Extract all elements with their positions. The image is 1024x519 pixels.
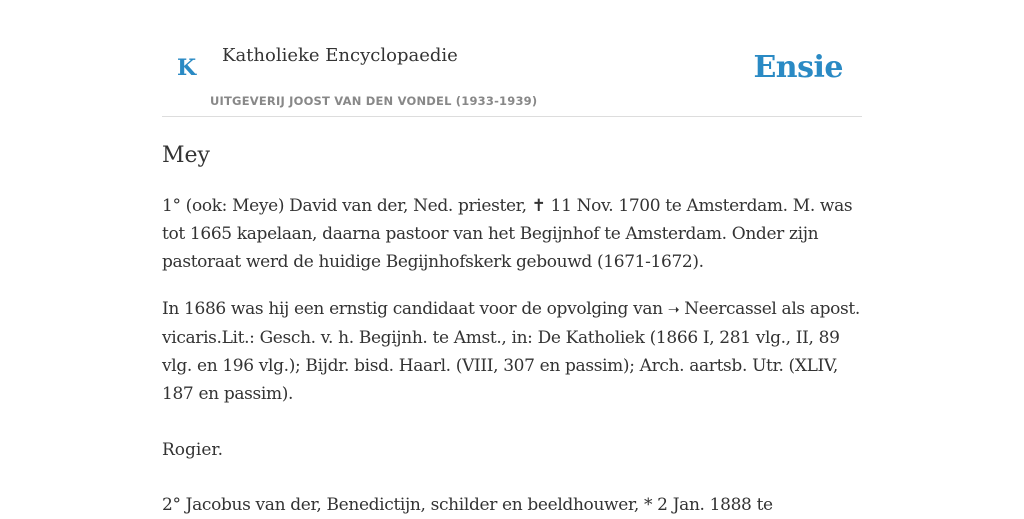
encyclopedia-logo[interactable]: K	[177, 55, 197, 81]
article-paragraph-2	[162, 295, 862, 408]
article-author: Rogier.	[162, 440, 224, 460]
arrow-right-icon: ➝	[667, 302, 680, 318]
site-title-link[interactable]: Katholieke Encyclopaedie	[222, 45, 458, 66]
paragraph-2-text-start: In 1686 was hij een ernstig candidaat voor de opvolging van	[162, 299, 668, 319]
neercassel-reference-link[interactable]	[668, 299, 777, 319]
paragraph-2-text-end: als apost. vicaris.Lit.: Gesch. v. h. Begijnh. te Amst., in: De Katholiek (1866 I, 281 vlg., II, 89 vlg. en 196 vlg.); Bijdr. bisd. Haarl. (VIII, 307 en passim); Arch. aartsb. Utr. (XLIV, 187 en passim).	[162, 299, 860, 404]
publisher-subtitle: UITGEVERIJ JOOST VAN DEN VONDEL (1933-1939)	[210, 94, 538, 108]
article-title: Mey	[162, 143, 210, 168]
ensie-brand-link[interactable]: Ensie	[753, 50, 843, 85]
site-header	[162, 0, 862, 117]
article-paragraph-1: 1° (ook: Meye) David van der, Ned. priester, ✝ 11 Nov. 1700 te Amsterdam. M. was tot 1665 kapelaan, daarna pastoor van het Begijnhof te Amsterdam. Onder zijn pastoraat werd de huidige Begijnhofskerk gebouwd (1671-1672).	[162, 196, 853, 272]
article-paragraph-3: 2° Jacobus van der, Benedictijn, schilder en beeldhouwer, * 2 Jan. 1888 te	[162, 495, 773, 515]
page-container	[162, 0, 862, 519]
neercassel-link-label: Neercassel	[684, 299, 777, 319]
